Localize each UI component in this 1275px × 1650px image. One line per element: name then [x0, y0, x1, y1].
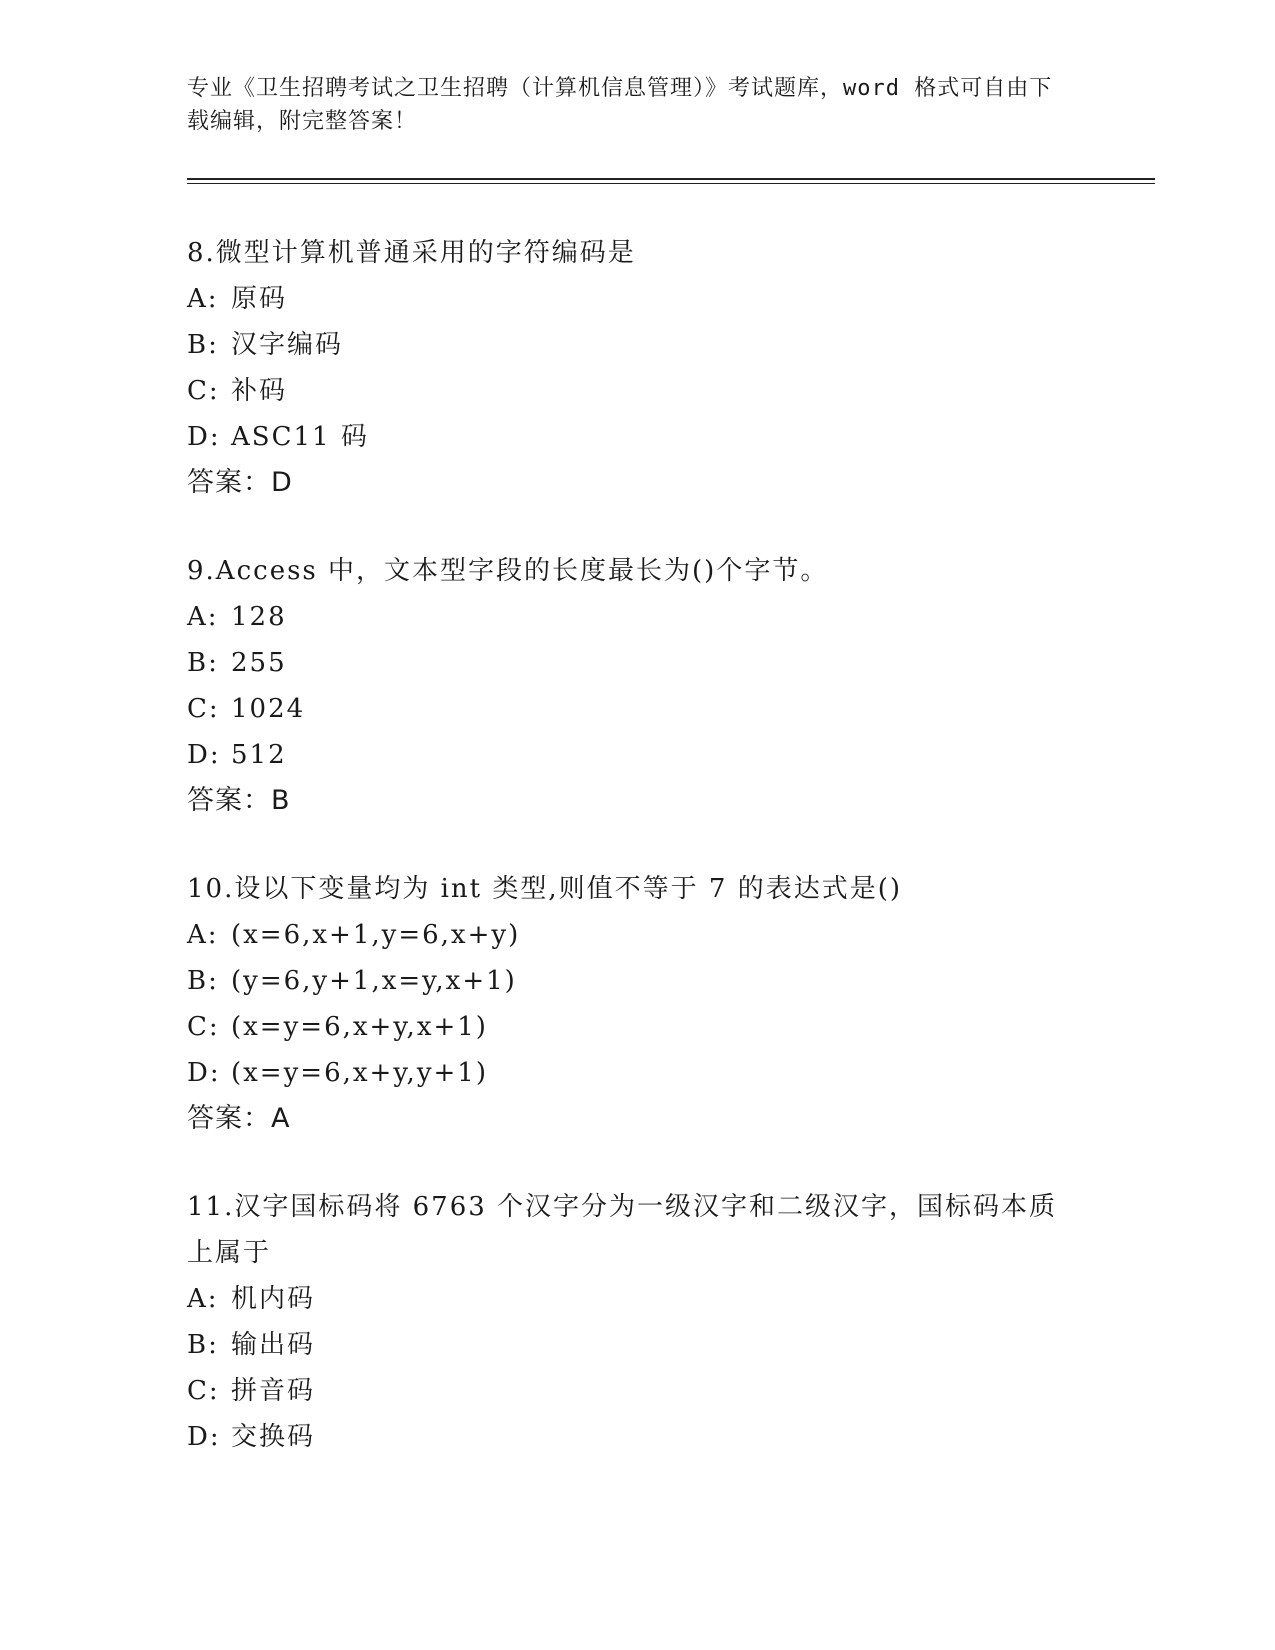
option-letter: A: — [187, 602, 219, 632]
option-d — [187, 1050, 1087, 1096]
option-letter: D: — [187, 740, 221, 770]
option-a — [187, 276, 1087, 322]
question-stem: 9.Access 中，文本型字段的长度最长为()个字节。 — [187, 556, 829, 586]
question-10 — [187, 866, 1087, 1142]
option-letter: D: — [187, 422, 221, 452]
option-letter: C: — [187, 1376, 220, 1406]
option-text: (y=6,y+1,x=y,x+1) — [231, 966, 517, 996]
question-stem: 11.汉字国标码将 6763 个汉字分为一级汉字和二级汉字，国标码本质上属于 — [187, 1192, 1058, 1268]
document-header: 专业《卫生招聘考试之卫生招聘（计算机信息管理）》考试题库，word 格式可自由下载编辑，附完整答案！ — [187, 76, 1053, 134]
option-text: 512 — [231, 740, 287, 770]
option-b — [187, 1322, 1087, 1368]
option-letter: C: — [187, 1012, 220, 1042]
header-divider-thick — [187, 178, 1155, 180]
option-letter: B: — [187, 648, 219, 678]
option-b — [187, 958, 1087, 1004]
option-letter: A: — [187, 284, 219, 314]
option-c — [187, 1368, 1087, 1414]
option-text: (x=6,x+1,y=6,x+y) — [231, 920, 521, 950]
option-letter: A: — [187, 1284, 219, 1314]
option-text: 汉字编码 — [231, 330, 344, 360]
option-text: 补码 — [231, 376, 288, 406]
question-9 — [187, 548, 1087, 824]
option-text: 机内码 — [231, 1284, 316, 1314]
option-b — [187, 640, 1087, 686]
option-text: (x=y=6,x+y,y+1) — [231, 1058, 488, 1088]
option-letter: B: — [187, 330, 219, 360]
option-text: 255 — [231, 648, 287, 678]
question-stem: 10.设以下变量均为 int 类型,则值不等于 7 的表达式是() — [187, 874, 903, 904]
option-text: 128 — [231, 602, 287, 632]
option-letter: B: — [187, 966, 219, 996]
option-b — [187, 322, 1087, 368]
option-d — [187, 732, 1087, 778]
option-letter: A: — [187, 920, 219, 950]
option-c — [187, 686, 1087, 732]
option-a — [187, 912, 1087, 958]
option-letter: D: — [187, 1058, 221, 1088]
option-c — [187, 1004, 1087, 1050]
option-letter: D: — [187, 1422, 221, 1452]
option-d — [187, 414, 1087, 460]
option-text: (x=y=6,x+y,x+1) — [231, 1012, 488, 1042]
option-c — [187, 368, 1087, 414]
option-d — [187, 1414, 1087, 1460]
answer-line: 答案：A — [187, 1103, 291, 1134]
question-stem: 8.微型计算机普通采用的字符编码是 — [187, 238, 636, 268]
question-11 — [187, 1184, 1087, 1460]
option-letter: C: — [187, 694, 220, 724]
option-text: 原码 — [231, 284, 288, 314]
header-divider-thin — [187, 183, 1155, 184]
option-a — [187, 1276, 1087, 1322]
option-text: ASC11 码 — [231, 422, 369, 452]
option-a — [187, 594, 1087, 640]
option-text: 1024 — [231, 694, 306, 724]
question-8 — [187, 230, 1087, 506]
answer-line: 答案：D — [187, 467, 293, 498]
option-text: 输出码 — [231, 1330, 316, 1360]
option-letter: B: — [187, 1330, 219, 1360]
option-text: 交换码 — [231, 1422, 316, 1452]
option-text: 拼音码 — [231, 1376, 316, 1406]
option-letter: C: — [187, 376, 220, 406]
answer-line: 答案：B — [187, 785, 291, 816]
